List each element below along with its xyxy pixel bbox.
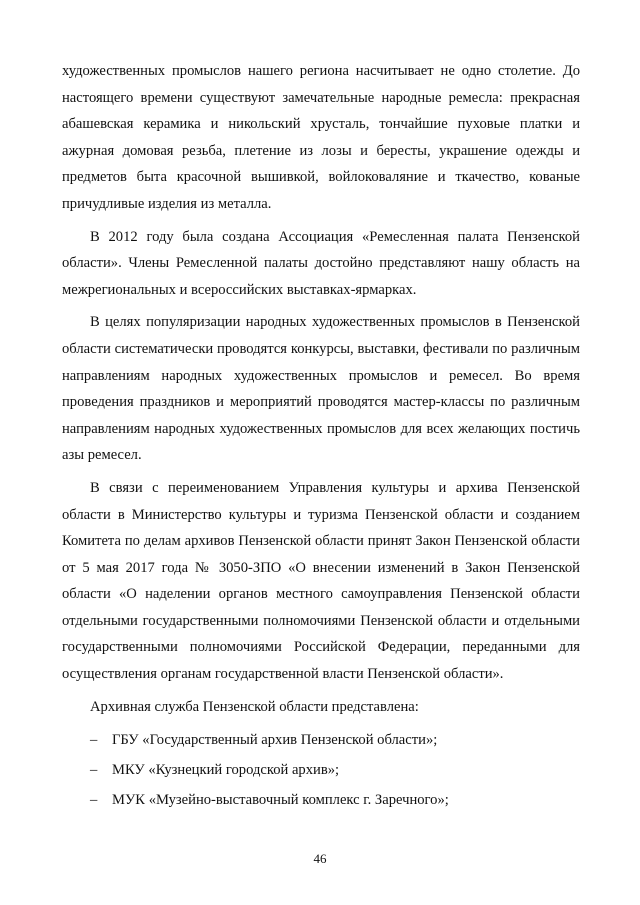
paragraph-craft-chamber: В 2012 году была создана Ассоциация «Ремесленная палата Пензенской области». Члены Ремесленной палаты достойно представляют нашу область на межрегиональных и всероссийских выставках-ярмарках. (62, 228, 580, 298)
list-item (62, 790, 580, 810)
list-item-text: МКУ «Кузнецкий городской архив»; (112, 762, 340, 779)
list-item (62, 760, 580, 780)
list-dash: – (90, 762, 98, 779)
document-body (62, 58, 580, 810)
paragraph-archive-service-intro: Архивная служба Пензенской области представлена: (90, 698, 419, 715)
list-item-text: МУК «Музейно-выставочный комплекс г. Заречного»; (112, 792, 449, 809)
paragraph-popularization: В целях популяризации народных художественных промыслов в Пензенской области систематически проводятся конкурсы, выставки, фестивали по различным направлениям народных художественных промыслов и ремесел. Во время проведения праздников и мероприятий проводятся мастер-классы по различным направлениям народных художественных промыслов для всех желающих постичь азы ремесел. (62, 314, 580, 464)
list-dash: – (90, 792, 98, 809)
list-item-text: ГБУ «Государственный архив Пензенской области»; (112, 732, 438, 749)
paragraph-law-renaming: В связи с переименованием Управления культуры и архива Пензенской области в Министерство культуры и туризма Пензенской области и созданием Комитета по делам архивов Пензенской области принят Закон Пензенской области от 5 мая 2017 года № 3050-ЗПО «О внесении изменений в Закон Пензенской области «О наделении органов местного самоуправления Пензенской области отдельными государственными полномочиями Пензенской области и отдельными государственными полномочиями Российской Федерации, переданными для осуществления органам государственной власти Пензенской области». (62, 479, 580, 683)
archive-list (62, 730, 580, 810)
paragraph-crafts-history: художественных промыслов нашего региона насчитывает не одно столетие. До настоящего времени существуют замечательные народные ремесла: прекрасная абашевская керамика и никольский хрусталь, тончайшие пуховые платки и ажурная домовая резьба, плетение из лозы и бересты, украшение одежды и предметов быта красочной вышивкой, войлоковаляние и ткачество, кованые причудливые изделия из металла. (62, 63, 580, 212)
list-item (62, 730, 580, 750)
list-dash: – (90, 732, 98, 749)
page-number: 46 (313, 851, 327, 866)
